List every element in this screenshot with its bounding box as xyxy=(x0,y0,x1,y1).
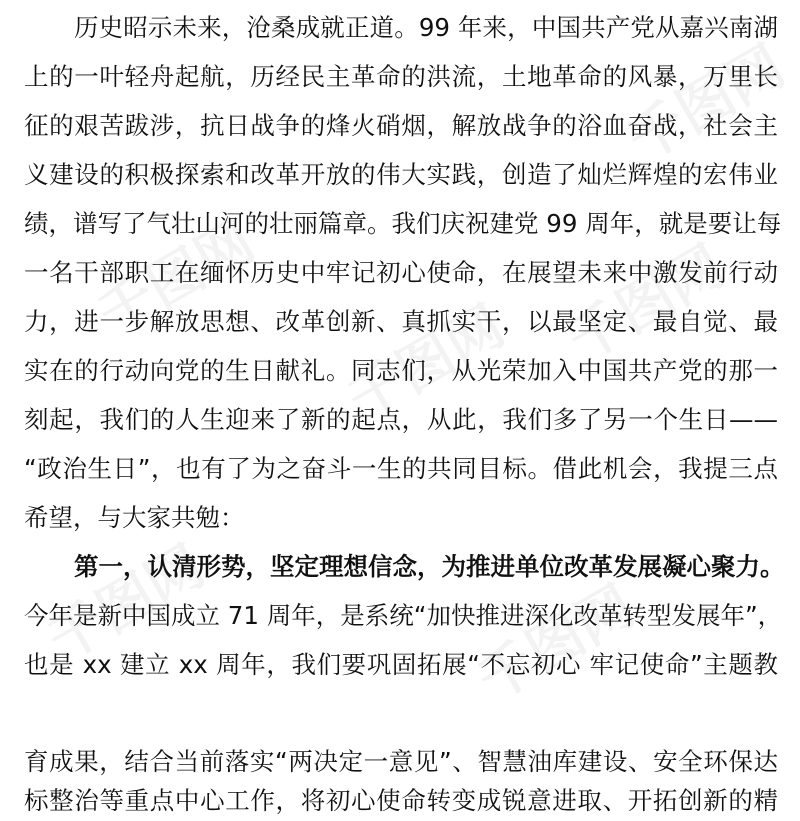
paragraph-line: 刻起，我们的人生迎来了新的起点，从此，我们多了另一个生日—— xyxy=(24,405,778,434)
paragraph-line: 历史昭示未来，沧桑成就正道。99 年来，中国共产党从嘉兴南湖 xyxy=(74,13,778,42)
paragraph-line: 标整治等重点中心工作，将初心使命转变成锐意进取、开拓创新的精 xyxy=(24,786,778,815)
paragraph-line: 征的艰苦跋涉，抗日战争的烽火硝烟，解放战争的浴血奋战，社会主 xyxy=(24,111,778,140)
paragraph-line: 也是 xx 建立 xx 周年，我们要巩固拓展“不忘初心 牢记使命”主题教 xyxy=(24,650,778,679)
paragraph-line: 力，进一步解放思想、改革创新、真抓实干，以最坚定、最自觉、最 xyxy=(24,307,778,336)
section-heading: 第一，认清形势，坚定理想信念，为推进单位改革发展凝心聚力。 xyxy=(74,552,785,581)
paragraph-line: 绩，谱写了气壮山河的壮丽篇章。我们庆祝建党 99 周年，就是要让每 xyxy=(24,209,782,238)
paragraph-line: “政治生日”，也有了为之奋斗一生的共同目标。借此机会，我提三点 xyxy=(24,454,778,483)
paragraph-line: 希望，与大家共勉： xyxy=(24,503,245,532)
paragraph-line: 义建设的积极探索和改革开放的伟大实践，创造了灿烂辉煌的宏伟业 xyxy=(24,160,778,189)
paragraph-line: 实在的行动向党的生日献礼。同志们，从光荣加入中国共产党的那一 xyxy=(24,356,778,385)
paragraph-line: 一名干部职工在缅怀历史中牢记初心使命，在展望未来中激发前行动 xyxy=(24,258,778,287)
paragraph-line: 今年是新中国成立 71 周年，是系统“加快推进深化改革转型发展年”， xyxy=(24,601,783,630)
paragraph-line: 育成果，结合当前落实“两决定一意见”、智慧油库建设、安全环保达 xyxy=(24,747,778,776)
paragraph-line: 上的一叶轻舟起航，历经民主革命的洪流，土地革命的风暴，万里长 xyxy=(24,62,778,91)
